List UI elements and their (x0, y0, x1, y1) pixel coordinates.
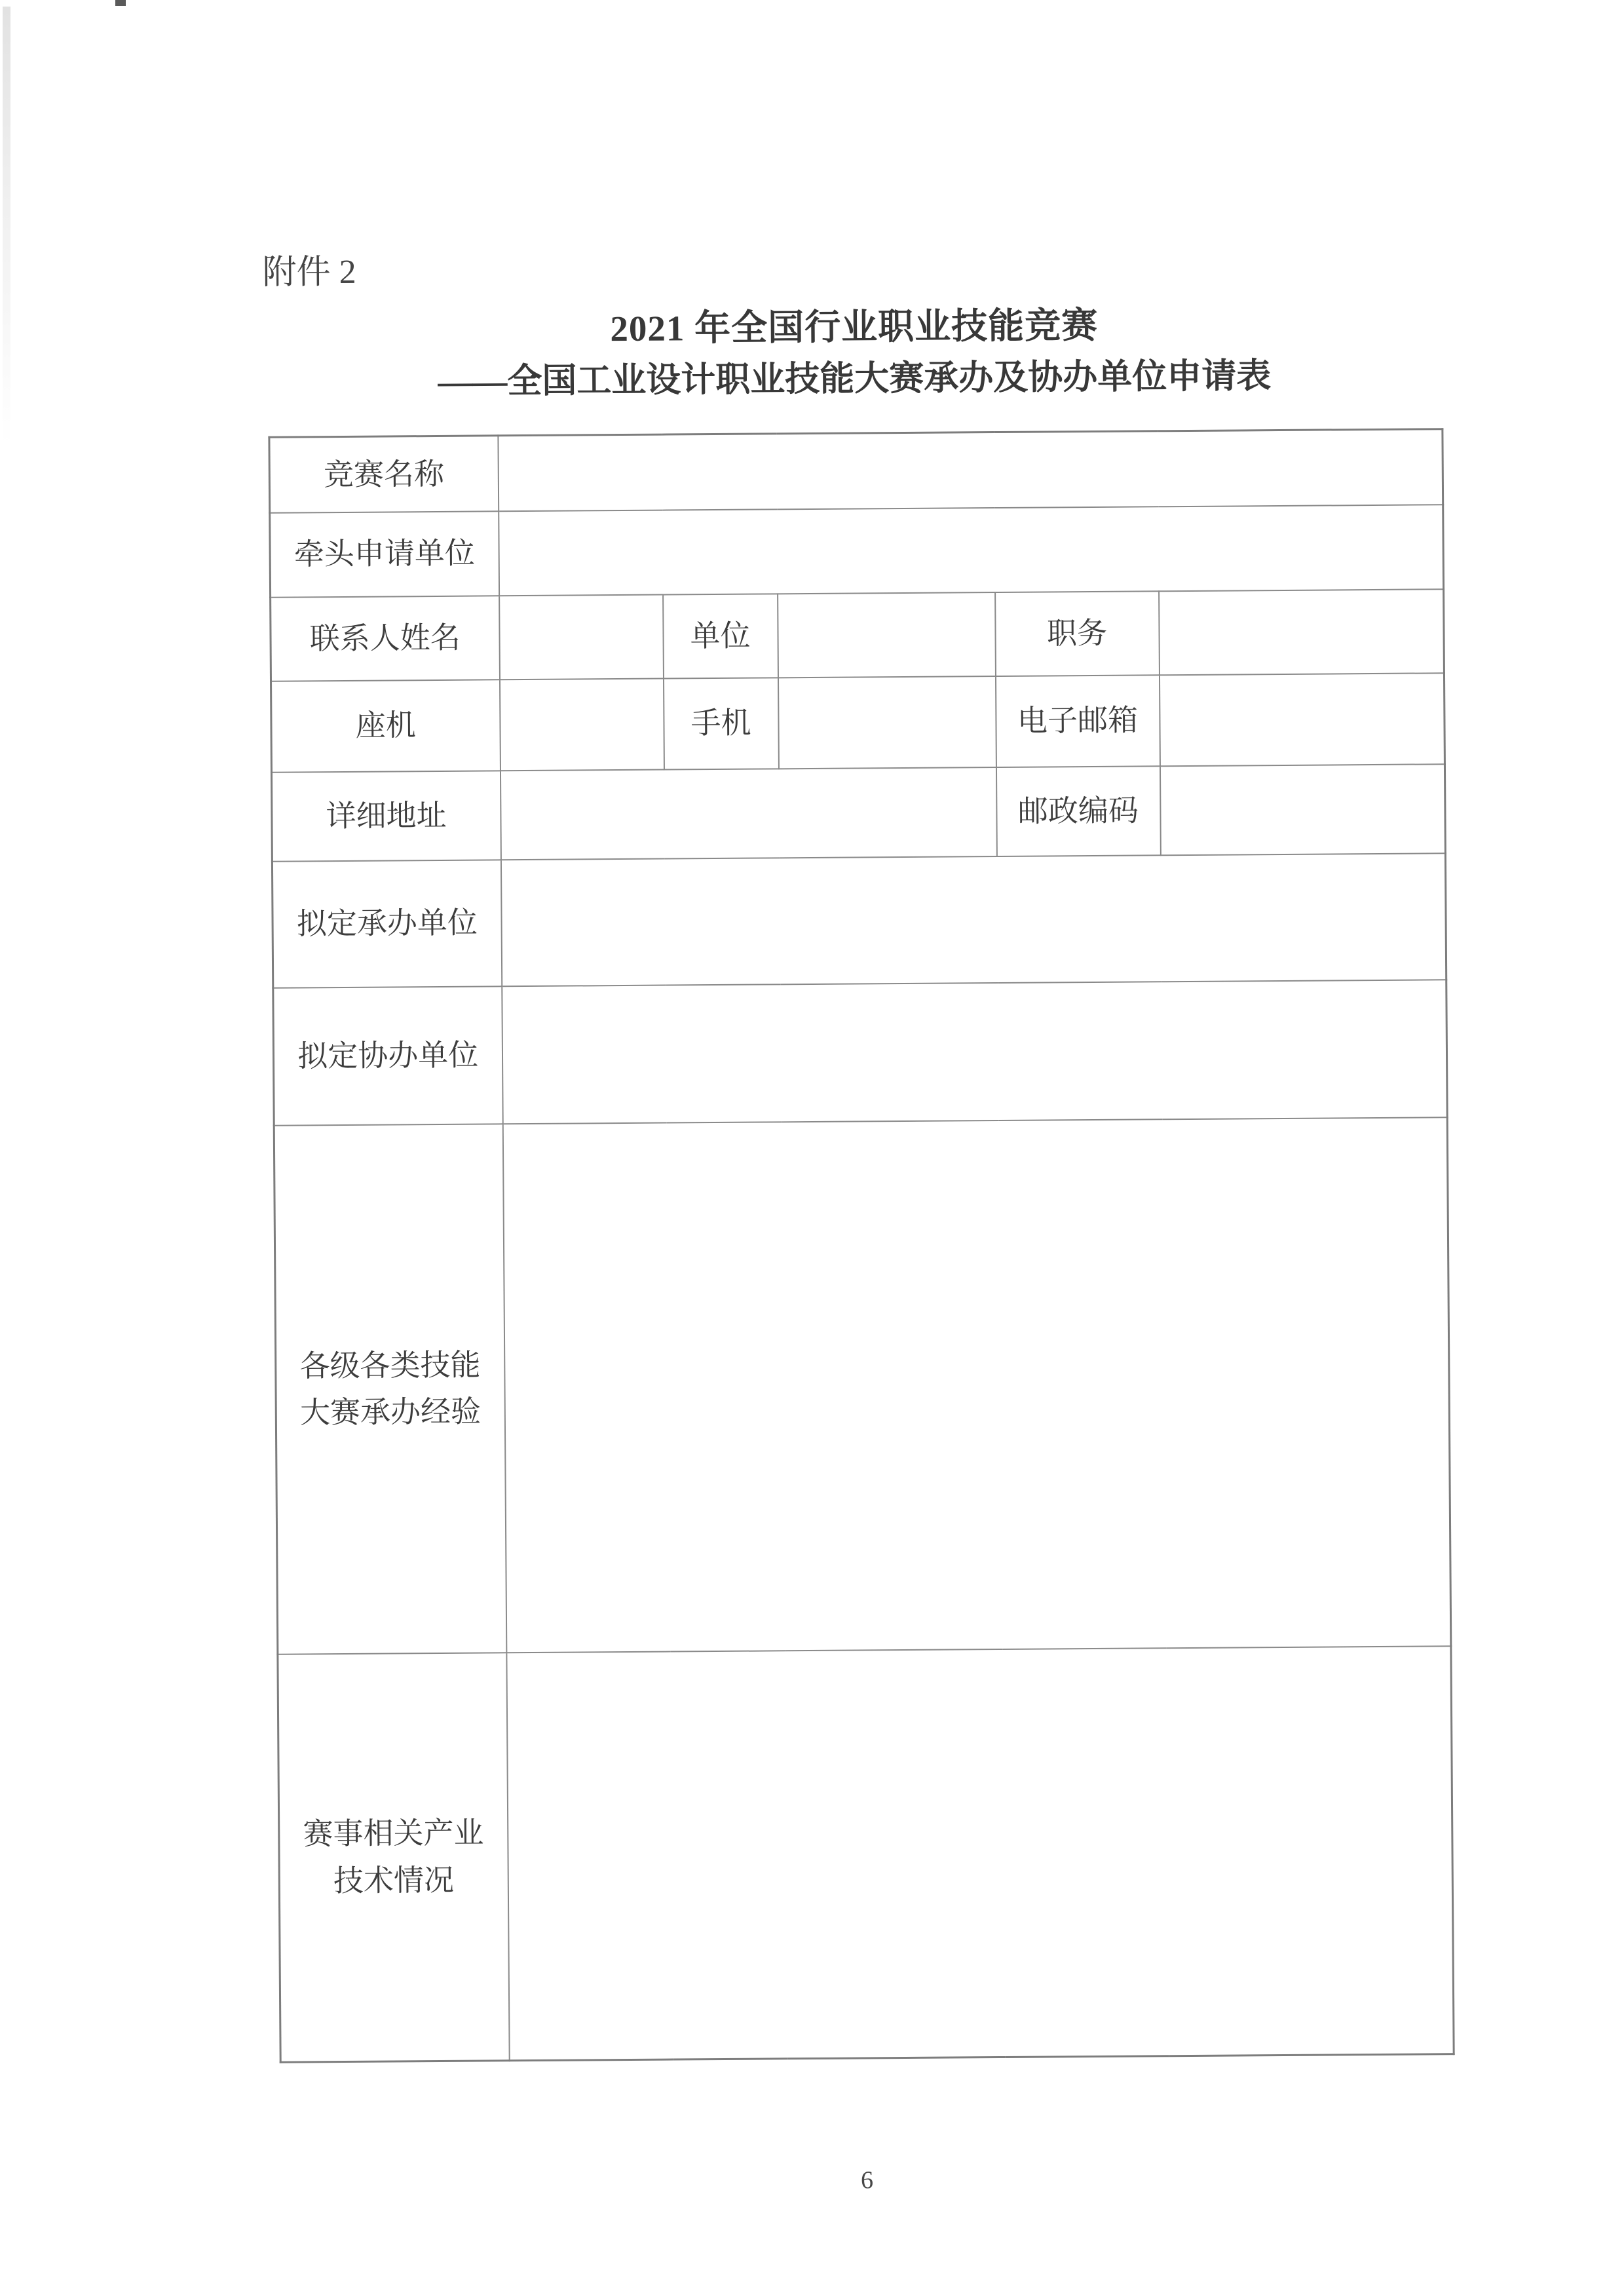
table-row (270, 505, 1444, 598)
label-experience-line1: 各级各类技能 (299, 1348, 481, 1383)
label-mobile: 手机 (663, 678, 778, 769)
field-experience (502, 1117, 1451, 1653)
label-industry-technology (278, 1653, 509, 2062)
label-experience (274, 1124, 506, 1654)
field-contact-unit (778, 592, 996, 678)
document-title-line2: ——全国工业设计职业技能大赛承办及协办单位申请表 (438, 357, 1272, 401)
field-competition-name (498, 429, 1443, 511)
application-form-table (268, 428, 1454, 2063)
label-competition-name: 竞赛名称 (269, 436, 499, 512)
table-row (273, 980, 1447, 1125)
label-industry-technology-line2: 技术情况 (333, 1863, 455, 1898)
table-row (274, 1117, 1451, 1654)
label-contact-name: 联系人姓名 (271, 596, 500, 681)
table-row (272, 853, 1446, 987)
label-postal-code: 邮政编码 (996, 766, 1160, 856)
label-landline: 座机 (271, 679, 500, 772)
field-email (1159, 673, 1445, 766)
table-row (271, 673, 1445, 773)
field-lead-applicant-unit (499, 505, 1444, 596)
field-mobile (778, 676, 996, 769)
label-proposed-co-host-unit: 拟定协办单位 (273, 986, 502, 1125)
page-number: 6 (860, 2166, 874, 2194)
attachment-label: 附件 2 (262, 253, 356, 292)
label-experience-line2: 大赛承办经验 (299, 1394, 482, 1430)
table-row (278, 1646, 1454, 2062)
table-row (271, 764, 1445, 862)
label-contact-unit: 单位 (663, 594, 778, 678)
field-postal-code (1160, 764, 1445, 855)
field-industry-technology (506, 1646, 1454, 2061)
field-contact-position (1159, 589, 1445, 675)
table-row (269, 429, 1443, 513)
field-landline (499, 678, 664, 771)
field-proposed-host-unit (500, 853, 1446, 986)
label-proposed-host-unit: 拟定承办单位 (272, 860, 501, 987)
label-industry-technology-line1: 赛事相关产业 (303, 1816, 484, 1851)
field-contact-name (499, 594, 664, 679)
label-contact-position: 职务 (995, 591, 1160, 676)
label-lead-applicant-unit: 牵头申请单位 (270, 511, 499, 597)
field-proposed-co-host-unit (502, 980, 1447, 1124)
label-address: 详细地址 (271, 771, 500, 861)
label-email: 电子邮箱 (995, 675, 1160, 767)
field-address (500, 767, 996, 860)
table-row (271, 589, 1445, 681)
document-title-line1: 2021 年全国行业职业技能竞赛 (610, 305, 1099, 349)
